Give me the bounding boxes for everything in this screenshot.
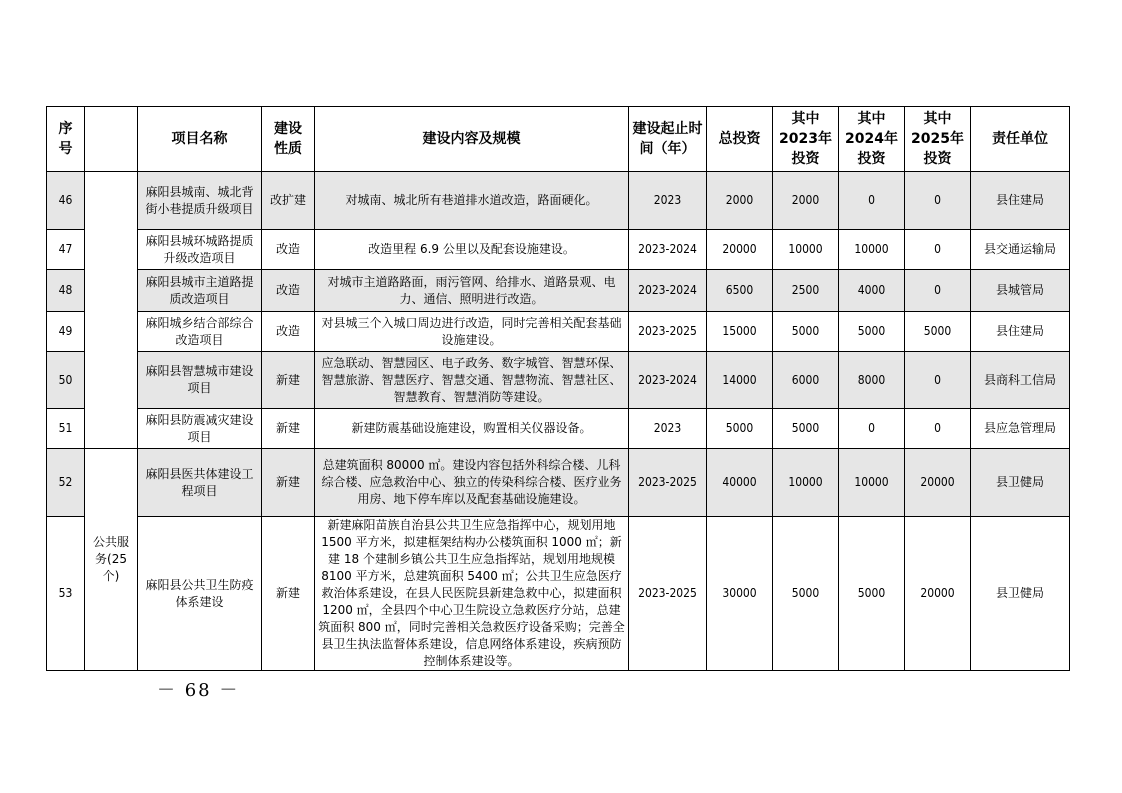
row-2024: 8000 (839, 352, 905, 409)
row-seq: 46 (47, 172, 85, 230)
row-seq: 50 (47, 352, 85, 409)
row-content: 对城市主道路路面，雨污管网、给排水、道路景观、电力、通信、照明进行改造。 (315, 270, 629, 312)
row-2025: 0 (905, 270, 971, 312)
table-row (47, 409, 1070, 449)
row-seq: 49 (47, 312, 85, 352)
row-nature: 改造 (262, 230, 315, 270)
row-nature: 新建 (262, 517, 315, 671)
row-content: 对县城三个入城口周边进行改造，同时完善相关配套基础设施建设。 (315, 312, 629, 352)
header-content: 建设内容及规模 (315, 107, 629, 172)
row-2025: 20000 (905, 449, 971, 517)
row-nature: 新建 (262, 449, 315, 517)
row-unit: 县卫健局 (971, 517, 1070, 671)
row-unit: 县应急管理局 (971, 409, 1070, 449)
row-2023: 6000 (773, 352, 839, 409)
row-period: 2023-2025 (629, 449, 707, 517)
row-content: 应急联动、智慧园区、电子政务、数字城管、智慧环保、智慧旅游、智慧医疗、智慧交通、智慧物流、智慧社区、智慧教育、智慧消防等建设。 (315, 352, 629, 409)
row-period: 2023-2024 (629, 230, 707, 270)
row-period: 2023-2025 (629, 312, 707, 352)
row-content: 对城南、城北所有巷道排水道改造，路面硬化。 (315, 172, 629, 230)
row-2023: 5000 (773, 409, 839, 449)
row-name: 麻阳县公共卫生防疫体系建设 (138, 517, 262, 671)
row-seq: 51 (47, 409, 85, 449)
header-unit: 责任单位 (971, 107, 1070, 172)
table-row (47, 172, 1070, 230)
row-content: 新建防震基础设施建设，购置相关仪器设备。 (315, 409, 629, 449)
row-2023: 10000 (773, 230, 839, 270)
row-2024: 0 (839, 172, 905, 230)
header-category (85, 107, 138, 172)
header-row (47, 107, 1070, 172)
row-2024: 5000 (839, 517, 905, 671)
row-name: 麻阳县城南、城北背街小巷提质升级项目 (138, 172, 262, 230)
table-row (47, 270, 1070, 312)
row-2024: 10000 (839, 449, 905, 517)
row-name: 麻阳县智慧城市建设项目 (138, 352, 262, 409)
row-nature: 新建 (262, 409, 315, 449)
table-row (47, 449, 1070, 517)
row-2024: 0 (839, 409, 905, 449)
row-2025: 20000 (905, 517, 971, 671)
row-total: 40000 (707, 449, 773, 517)
row-unit: 县交通运输局 (971, 230, 1070, 270)
row-total: 20000 (707, 230, 773, 270)
row-total: 30000 (707, 517, 773, 671)
row-name: 麻阳县防震减灾建设项目 (138, 409, 262, 449)
row-2024: 5000 (839, 312, 905, 352)
header-name: 项目名称 (138, 107, 262, 172)
page-number: － 68 － (157, 680, 240, 701)
row-unit: 县住建局 (971, 312, 1070, 352)
row-name: 麻阳县城市主道路提质改造项目 (138, 270, 262, 312)
row-2024: 10000 (839, 230, 905, 270)
row-unit: 县城管局 (971, 270, 1070, 312)
row-total: 15000 (707, 312, 773, 352)
table-row (47, 352, 1070, 409)
header-2025: 其中2025年投资 (905, 107, 971, 172)
row-period: 2023-2024 (629, 352, 707, 409)
row-content: 改造里程 6.9 公里以及配套设施建设。 (315, 230, 629, 270)
row-period: 2023 (629, 409, 707, 449)
row-period: 2023 (629, 172, 707, 230)
row-nature: 改扩建 (262, 172, 315, 230)
header-2023: 其中2023年投资 (773, 107, 839, 172)
row-total: 5000 (707, 409, 773, 449)
row-2025: 0 (905, 409, 971, 449)
row-unit: 县商科工信局 (971, 352, 1070, 409)
row-seq: 52 (47, 449, 85, 517)
row-2024: 4000 (839, 270, 905, 312)
row-content: 总建筑面积 80000 ㎡。建设内容包括外科综合楼、儿科综合楼、应急救治中心、独立的传染科综合楼、医疗业务用房、地下停车库以及配套基础设施建设。 (315, 449, 629, 517)
row-2025: 0 (905, 352, 971, 409)
header-period: 建设起止时间（年） (629, 107, 707, 172)
row-seq: 53 (47, 517, 85, 671)
row-total: 2000 (707, 172, 773, 230)
row-2023: 5000 (773, 312, 839, 352)
row-nature: 新建 (262, 352, 315, 409)
row-nature: 改造 (262, 312, 315, 352)
row-2025: 0 (905, 230, 971, 270)
row-name: 麻阳城乡结合部综合改造项目 (138, 312, 262, 352)
row-nature: 改造 (262, 270, 315, 312)
row-2023: 2000 (773, 172, 839, 230)
row-content: 新建麻阳苗族自治县公共卫生应急指挥中心，规划用地 1500 平方米，拟建框架结构办公楼筑面积 1000 ㎡；新建 18 个建制乡镇公共卫生应急指挥站，规划用地规模 8100 平方米，总建筑面积 5400 ㎡；公共卫生应急医疗救治体系建设，在县人民医院县新建急救中心，拟建面积 1200 ㎡，全县四个中心卫生院设立急救医疗分站，总建筑面积 800 ㎡，同时完善相关急救医疗设备采购；完善全县卫生执法监督体系建设，信息网络体系建设，疾病预防控制体系建设等。 (315, 517, 629, 671)
category-cell-upper (85, 172, 138, 449)
row-seq: 47 (47, 230, 85, 270)
row-name: 麻阳县城环城路提质升级改造项目 (138, 230, 262, 270)
row-unit: 县住建局 (971, 172, 1070, 230)
project-table (46, 106, 1070, 671)
header-nature: 建设性质 (262, 107, 315, 172)
header-seq: 序号 (47, 107, 85, 172)
row-2023: 5000 (773, 517, 839, 671)
row-unit: 县卫健局 (971, 449, 1070, 517)
table-row (47, 517, 1070, 671)
row-total: 6500 (707, 270, 773, 312)
row-2025: 5000 (905, 312, 971, 352)
row-total: 14000 (707, 352, 773, 409)
table-row (47, 230, 1070, 270)
category-public-service: 公共服务(25个) (85, 449, 138, 671)
row-period: 2023-2024 (629, 270, 707, 312)
row-2023: 2500 (773, 270, 839, 312)
row-2025: 0 (905, 172, 971, 230)
header-total: 总投资 (707, 107, 773, 172)
table-row (47, 312, 1070, 352)
row-period: 2023-2025 (629, 517, 707, 671)
header-2024: 其中2024年投资 (839, 107, 905, 172)
row-seq: 48 (47, 270, 85, 312)
row-2023: 10000 (773, 449, 839, 517)
row-name: 麻阳县医共体建设工程项目 (138, 449, 262, 517)
